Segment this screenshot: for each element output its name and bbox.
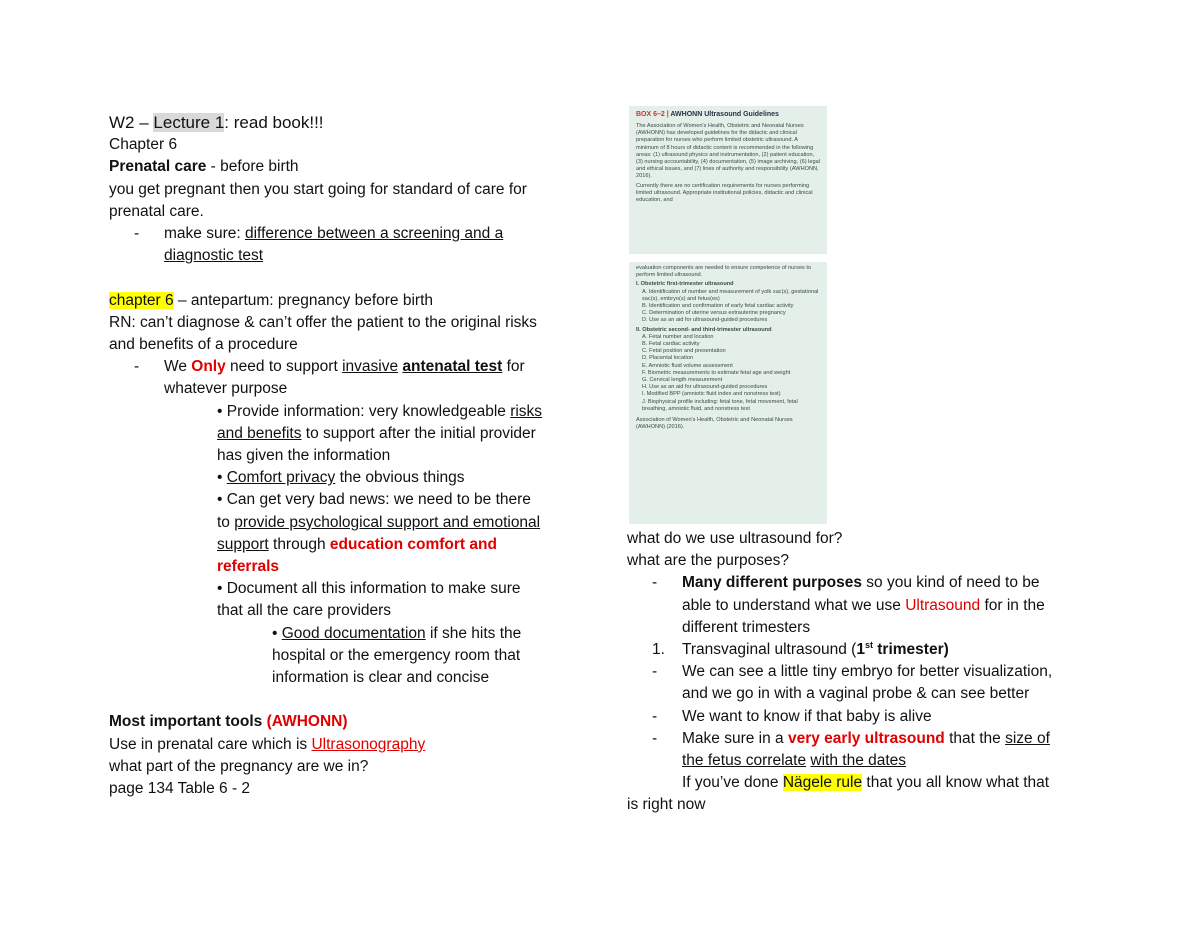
text-line: prenatal care. <box>109 202 204 220</box>
lecture-title: W2 – Lecture 1: read book!!! <box>109 113 324 132</box>
text-line: has given the information <box>217 447 391 465</box>
box-item: A. Identification of number and measurement of yolk sac(s), gestational sac(s), embryo(s) and fetus(es) <box>642 288 819 302</box>
book-box-figure <box>629 106 827 254</box>
box-item: B. Identification and confirmation of early fetal cardiac activity <box>642 303 794 310</box>
nagele-highlight: Nägele rule <box>782 774 863 792</box>
chapter-label: Chapter 6 <box>109 136 178 154</box>
box-item: I. Modified BPP (amniotic fluid index and nonstress test) <box>642 391 781 398</box>
text-line: RN: can’t diagnose & can’t offer the patient to the original risks <box>109 313 537 331</box>
prenatal-care-line: Prenatal care - before birth <box>109 158 299 176</box>
text-line: hospital or the emergency room that <box>272 646 521 664</box>
text-line: support through education comfort and <box>217 535 497 553</box>
text-line: and we go in with a vaginal probe & can see better <box>682 685 1030 703</box>
box-section: I. Obstetric first-trimester ultrasound <box>636 281 734 288</box>
ultrasonography-line: Use in prenatal care which is Ultrasonography <box>109 735 426 753</box>
dash-list-item: - We want to know if that baby is alive <box>652 707 932 725</box>
numbered-list-item: 1. Transvaginal ultrasound (1st trimester) <box>652 639 949 659</box>
chapter6-line: chapter 6 – antepartum: pregnancy before birth <box>109 291 433 309</box>
text-line: and benefits to support after the initial provider <box>217 424 536 442</box>
box-item: C. Determination of uterine versus extrauterine pregnancy <box>642 310 786 317</box>
box-item: H. Use as an aid for ultrasound-guided procedures <box>642 384 768 391</box>
text-line: referrals <box>217 558 280 576</box>
bullet-line: • Provide information: very knowledgeable risks <box>217 402 543 420</box>
text-line: whatever purpose <box>164 380 288 398</box>
text-line: If you’ve done Nägele rule that you all know what that <box>682 774 1050 792</box>
box-item: B. Fetal cardiac activity <box>642 341 700 348</box>
bullet-line: • Comfort privacy the obvious things <box>217 469 465 487</box>
text-line: to provide psychological support and emotional <box>217 513 541 531</box>
left-column <box>109 112 599 800</box>
box-item: C. Fetal position and presentation <box>642 348 726 355</box>
box-item: J. Biophysical profile including: fetal tone, fetal movement, fetal breathing, amniotic fluid, and nonstress test <box>642 398 798 412</box>
dash-list-item: - make sure: difference between a screening and a <box>134 225 504 243</box>
dash-list-item: - We Only need to support invasive antenatal test for <box>134 358 525 376</box>
page-reference: page 134 Table 6 - 2 <box>109 780 251 798</box>
box-source: Association of Women's Health, Obstetric and Neonatal Nurses (AWHONN) (2016). <box>636 417 793 431</box>
text-line: that all the care providers <box>217 602 392 620</box>
dash-list-item: - Make sure in a very early ultrasound that the size of <box>652 729 1050 747</box>
text-line: different trimesters <box>682 618 811 636</box>
text-line: what part of the pregnancy are we in? <box>109 757 369 775</box>
box-intro: The Association of Women's Health, Obstetric and Neonatal Nurses (AWHONN) has developed guidelines for the didactic and clinical preparation for nurses who perform limited obstetric ultrasound. A minimum of 8 hours of didactic content is recommended in the following areas: (1) ultrasound physics and instrumentation, (2) patient education, (3) nursing accountability, (4) documentation, (5) image archiving, (6) legal and ethical issues, and (7) lines of authority and responsibility (AWHONN, 2016). Currently there are no certification requirements for nurses performing limited ultrasound. Appropriate institutional policies, didactic and clinical education, and <box>636 123 820 204</box>
blank-line <box>109 689 599 711</box>
question-line: what do we use ultrasound for? <box>627 530 843 547</box>
tools-line: Most important tools (AWHONN) <box>109 713 348 731</box>
lecture-highlight: Lecture 1 <box>153 113 225 132</box>
bullet-line: • Good documentation if she hits the <box>272 624 522 642</box>
bullet-line: • Can get very bad news: we need to be there <box>217 491 531 509</box>
box-eval: evaluation components are needed to ensure competence of nurses to perform limited ultrasound. <box>636 265 812 279</box>
box-item: E. Amniotic fluid volume assessment <box>642 362 733 369</box>
right-column <box>627 528 1107 817</box>
dash-list-item: - Many different purposes so you kind of need to be <box>652 574 1040 592</box>
text-line: diagnostic test <box>164 247 264 265</box>
book-box-figure-continued <box>629 262 827 524</box>
box-item: G. Cervical length measurement <box>642 377 723 384</box>
question-line: what are the purposes? <box>627 552 789 570</box>
text-line: you get pregnant then you start going for standard of care for <box>109 180 527 198</box>
bullet-line: • Document all this information to make sure <box>217 580 521 598</box>
box-heading: BOX 6–2 | AWHONN Ultrasound Guidelines <box>636 111 779 118</box>
text-line: is right now <box>627 796 706 814</box>
box-item: F. Biometric measurements to estimate fetal age and weight <box>642 369 791 376</box>
box-section: II. Obstetric second- and third-trimester ultrasound <box>636 326 772 333</box>
blank-line <box>109 267 599 289</box>
text-line: and benefits of a procedure <box>109 336 298 354</box>
text-line: information is clear and concise <box>272 669 490 687</box>
box-item: D. Placental location <box>642 355 693 362</box>
text-line: able to understand what we use Ultrasound for in the <box>682 596 1045 614</box>
box-item: A. Fetal number and location <box>642 333 714 340</box>
text-line: the fetus correlate with the dates <box>682 752 907 770</box>
box-item: D. Use as an aid for ultrasound-guided procedures <box>642 317 768 324</box>
dash-list-item: - We can see a little tiny embryo for better visualization, <box>652 663 1053 681</box>
